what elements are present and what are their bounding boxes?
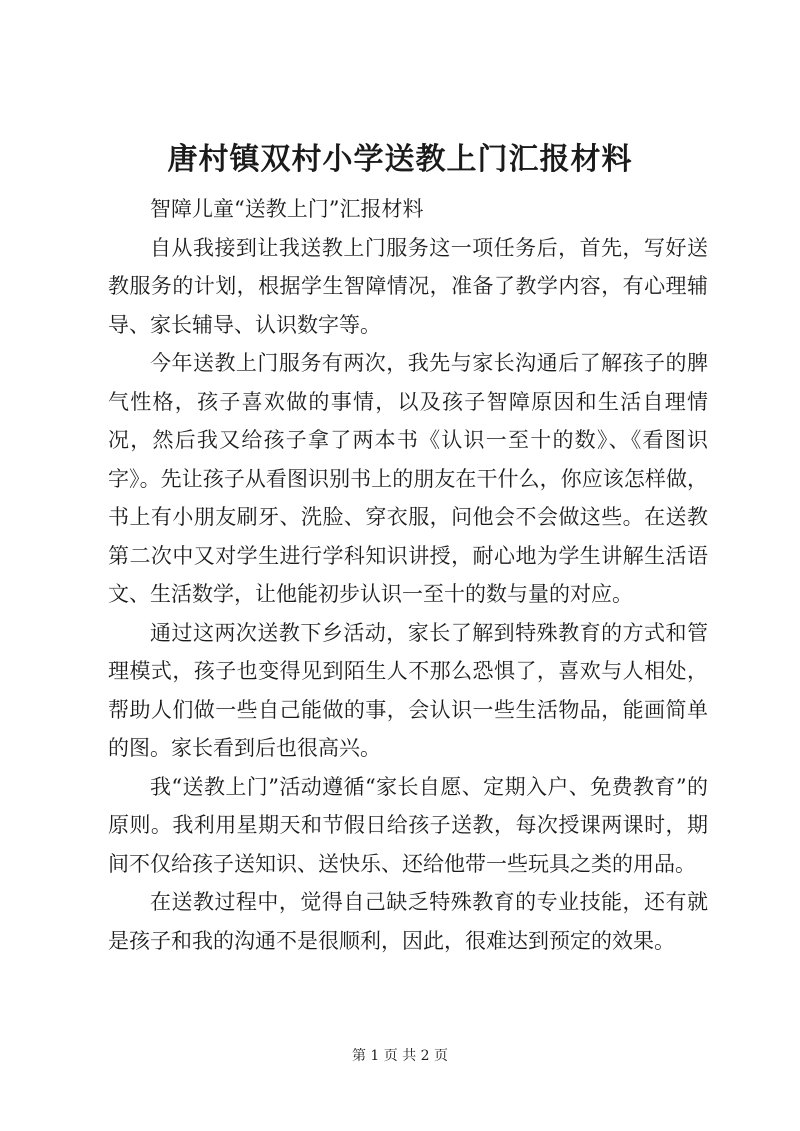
subtitle-paragraph: 智障儿童“送教上门”汇报材料 — [150, 197, 424, 221]
body-paragraph: 我“送教上门”活动遵循“家长自愿、定期入户、免费教育”的原则。我利用星期天和节假日给孩子送教，每次授课两课时，期间不仅给孩子送知识、送快乐、还给他带一些玩具之类的用品。 — [108, 774, 708, 876]
body-paragraph: 今年送教上门服务有两次，我先与家长沟通后了解孩子的脾气性格，孩子喜欢做的事情，以及孩子智障原因和生活自理情况，然后我又给孩子拿了两本书《认识一至十的数》、《看图识字》。先让孩子从看图识别书上的朋友在干什么，你应该怎样做，书上有小朋友刷牙、洗脸、穿衣服，问他会不会做这些。在送教第二次中又对学生进行学科知识讲授，耐心地为学生讲解生活语文、生活数学，让他能初步认识一至十的数与量的对应。 — [108, 351, 708, 606]
document-title: 唐村镇双村小学送教上门汇报材料 — [167, 142, 633, 177]
document-body — [108, 190, 708, 960]
body-paragraph: 通过这两次送教下乡活动，家长了解到特殊教育的方式和管理模式，孩子也变得见到陌生人不那么恐惧了，喜欢与人相处，帮助人们做一些自己能做的事，会认识一些生活物品，能画简单的图。家长看到后也很高兴。 — [108, 620, 708, 760]
body-paragraph: 自从我接到让我送教上门服务这一项任务后，首先，写好送教服务的计划，根据学生智障情况，准备了教学内容，有心理辅导、家长辅导、认识数字等。 — [108, 235, 708, 337]
page-number-footer: 第 1 页 共 2 页 — [351, 1048, 449, 1064]
body-paragraph: 在送教过程中，觉得自己缺乏特殊教育的专业技能，还有就是孩子和我的沟通不是很顺利，因此，很难达到预定的效果。 — [108, 890, 708, 953]
